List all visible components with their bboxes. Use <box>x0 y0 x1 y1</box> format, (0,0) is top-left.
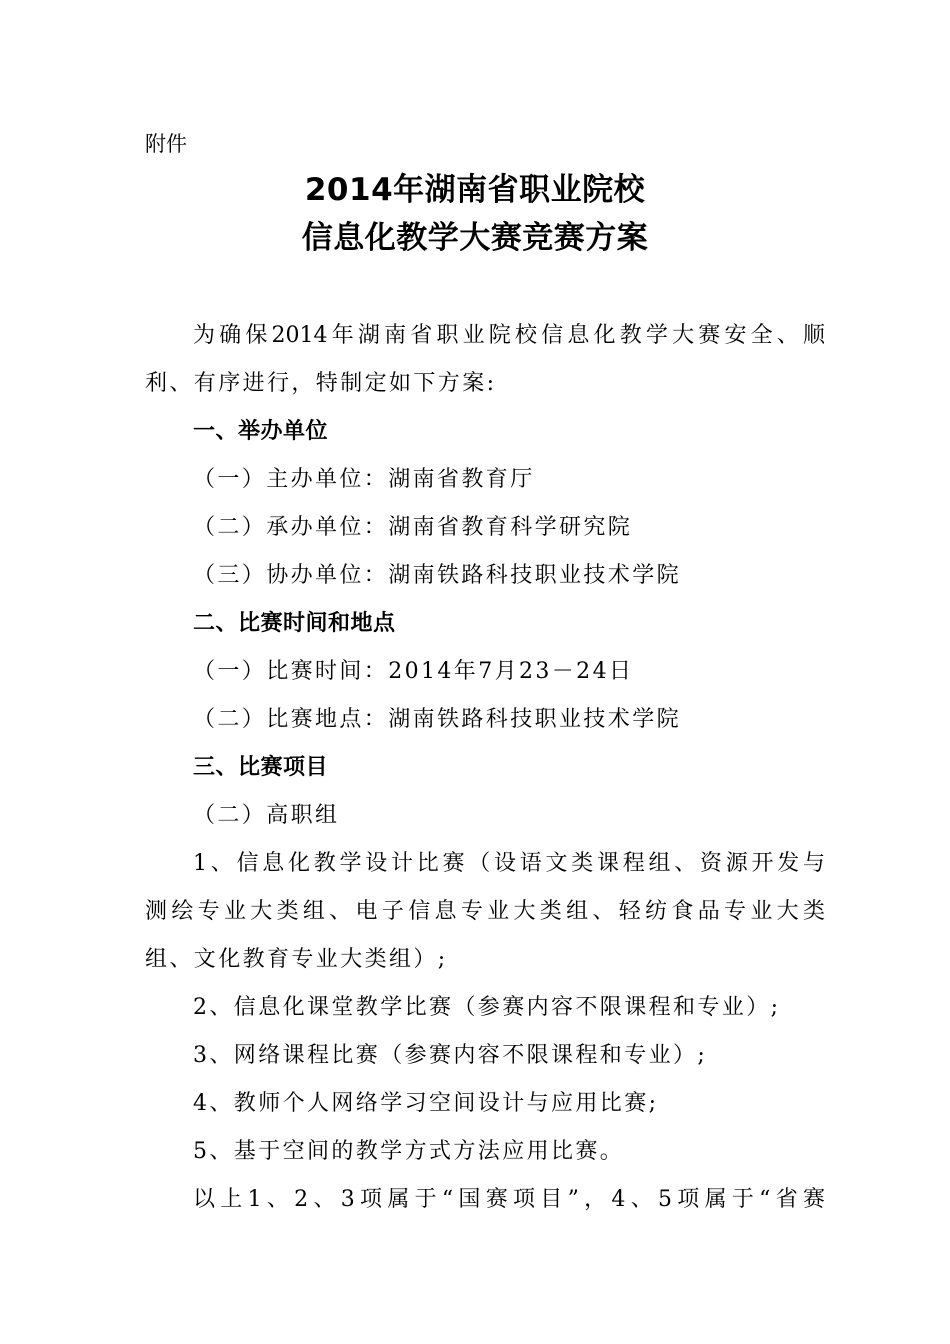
attachment-label: 附件 <box>145 132 187 156</box>
section-3-item-1-line-2: 测绘专业大类组、电子信息专业大类组、轻纺食品专业大类 <box>145 899 825 924</box>
section-3-item-1-line-3: 组、文化教育专业大类组）; <box>145 947 448 972</box>
section-1-heading: 一、举办单位 <box>193 419 329 444</box>
section-3-item-3: 3、网络课程比赛（参赛内容不限课程和专业）; <box>193 1043 708 1068</box>
section-1-item-1: （一）主办单位：湖南省教育厅 <box>193 467 535 492</box>
section-2-heading: 二、比赛时间和地点 <box>193 611 396 636</box>
section-3-item-1-line-1: 1、信息化教学设计比赛（设语文类课程组、资源开发与 <box>193 851 825 876</box>
section-3-closing-line: 以上1、2、3项属于“国赛项目”，4、5项属于“省赛 <box>193 1187 825 1212</box>
section-3-item-5: 5、基于空间的教学方式方法应用比赛。 <box>193 1139 625 1164</box>
document-title-line-2: 信息化教学大赛竞赛方案 <box>301 220 649 256</box>
section-3-heading: 三、比赛项目 <box>193 755 329 780</box>
section-1-item-3: （三）协办单位：湖南铁路科技职业技术学院 <box>193 563 682 588</box>
section-3-subheading: （二）高职组 <box>193 803 340 828</box>
document-title-line-1: 2014年湖南省职业院校 <box>304 172 646 208</box>
section-3-item-4: 4、教师个人网络学习空间设计与应用比赛; <box>193 1091 659 1116</box>
intro-paragraph-line-1: 为确保2014年湖南省职业院校信息化教学大赛安全、顺 <box>193 323 825 348</box>
intro-paragraph-line-2: 利、有序进行，特制定如下方案: <box>145 371 497 396</box>
section-2-item-1: （一）比赛时间：2014年7月23－24日 <box>193 659 634 684</box>
section-1-item-2: （二）承办单位：湖南省教育科学研究院 <box>193 515 633 540</box>
section-2-item-2: （二）比赛地点：湖南铁路科技职业技术学院 <box>193 707 682 732</box>
section-3-item-2: 2、信息化课堂教学比赛（参赛内容不限课程和专业）; <box>193 995 781 1020</box>
